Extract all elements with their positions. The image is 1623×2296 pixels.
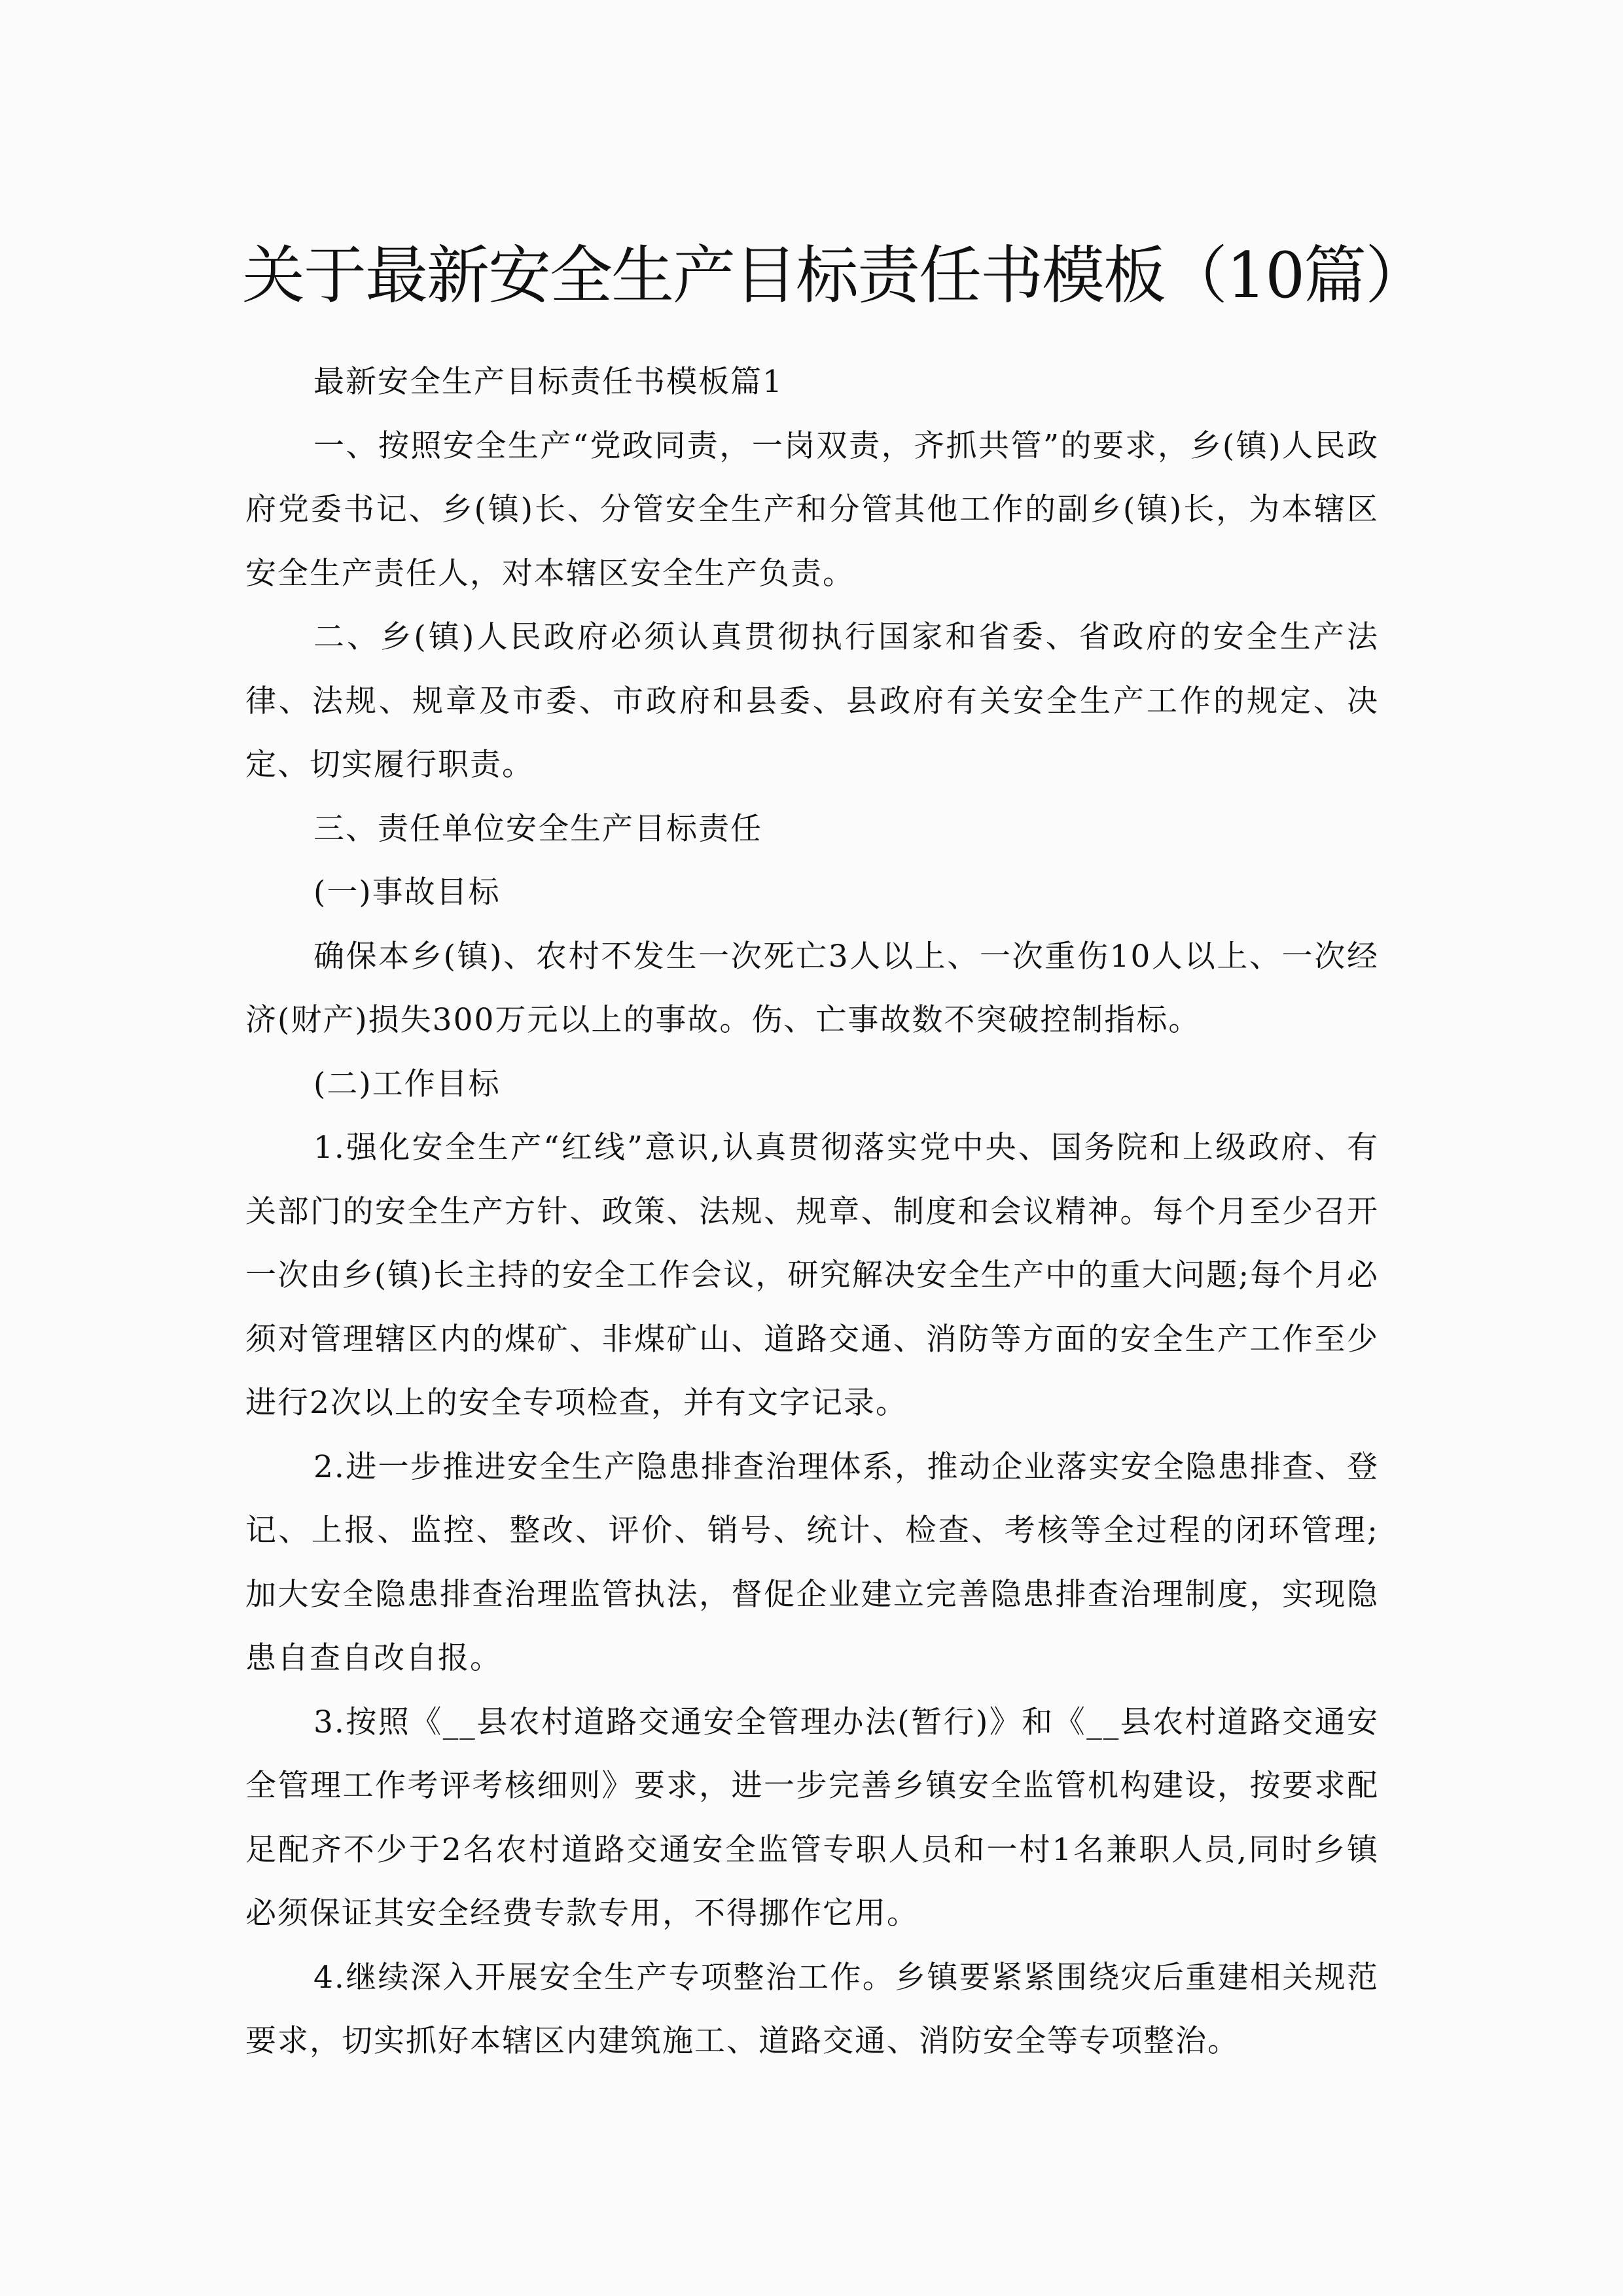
paragraph-accident-targets: 确保本乡(镇)、农村不发生一次死亡3人以上、一次重伤10人以上、一次经济(财产)损失300万元以上的事故。伤、亡事故数不突破控制指标。 <box>245 938 1379 1038</box>
paragraph-work-target-2: 2.进一步推进安全生产隐患排查治理体系，推动企业落实安全隐患排查、登记、上报、监控、整改、评价、销号、统计、检查、考核等全过程的闭环管理;加大安全隐患排查治理监管执法，督促企业建立完善隐患排查治理制度，实现隐患自查自改自报。 <box>245 1448 1379 1676</box>
paragraph-implement-regulations: 二、乡(镇)人民政府必须认真贯彻执行国家和省委、省政府的安全生产法律、法规、规章及市委、市政府和县委、县政府有关安全生产工作的规定、决定、切实履行职责。 <box>245 619 1379 783</box>
document-title: 关于最新安全生产目标责任书模板（10篇） <box>242 239 1427 313</box>
section-heading-template-1: 最新安全生产目标责任书模板篇1 <box>313 364 783 400</box>
paragraph-work-target-1: 1.强化安全生产“红线”意识,认真贯彻落实党中央、国务院和上级政府、有关部门的安全生产方针、政策、法规、规章、制度和会议精神。每个月至少召开一次由乡(镇)长主持的安全工作会议，研究解决安全生产中的重大问题;每个月必须对管理辖区内的煤矿、非煤矿山、道路交通、消防等方面的安全生产工作至少进行2次以上的安全专项检查，并有文字记录。 <box>245 1130 1379 1421</box>
paragraph-work-target-3: 3.按照《__县农村道路交通安全管理办法(暂行)》和《__县农村道路交通安全管理工作考评考核细则》要求，进一步完善乡镇安全监管机构建设，按要求配足配齐不少于2名农村道路交通安全监管专职人员和一村1名兼职人员,同时乡镇必须保证其安全经费专款专用，不得挪作它用。 <box>245 1704 1379 1931</box>
section-heading-unit-targets: 三、责任单位安全生产目标责任 <box>313 810 762 847</box>
subheading-work-targets: (二)工作目标 <box>313 1066 501 1102</box>
paragraph-work-target-4: 4.继续深入开展安全生产专项整治工作。乡镇要紧紧围绕灾后重建相关规范要求，切实抓好本辖区内建筑施工、道路交通、消防安全等专项整治。 <box>245 1959 1379 2059</box>
document-body <box>245 350 1379 2073</box>
paragraph-responsibility-persons: 一、按照安全生产“党政同责，一岗双责，齐抓共管”的要求，乡(镇)人民政府党委书记、乡(镇)长、分管安全生产和分管其他工作的副乡(镇)长，为本辖区安全生产责任人，对本辖区安全生产负责。 <box>245 427 1379 592</box>
subheading-accident-targets: (一)事故目标 <box>313 874 501 910</box>
